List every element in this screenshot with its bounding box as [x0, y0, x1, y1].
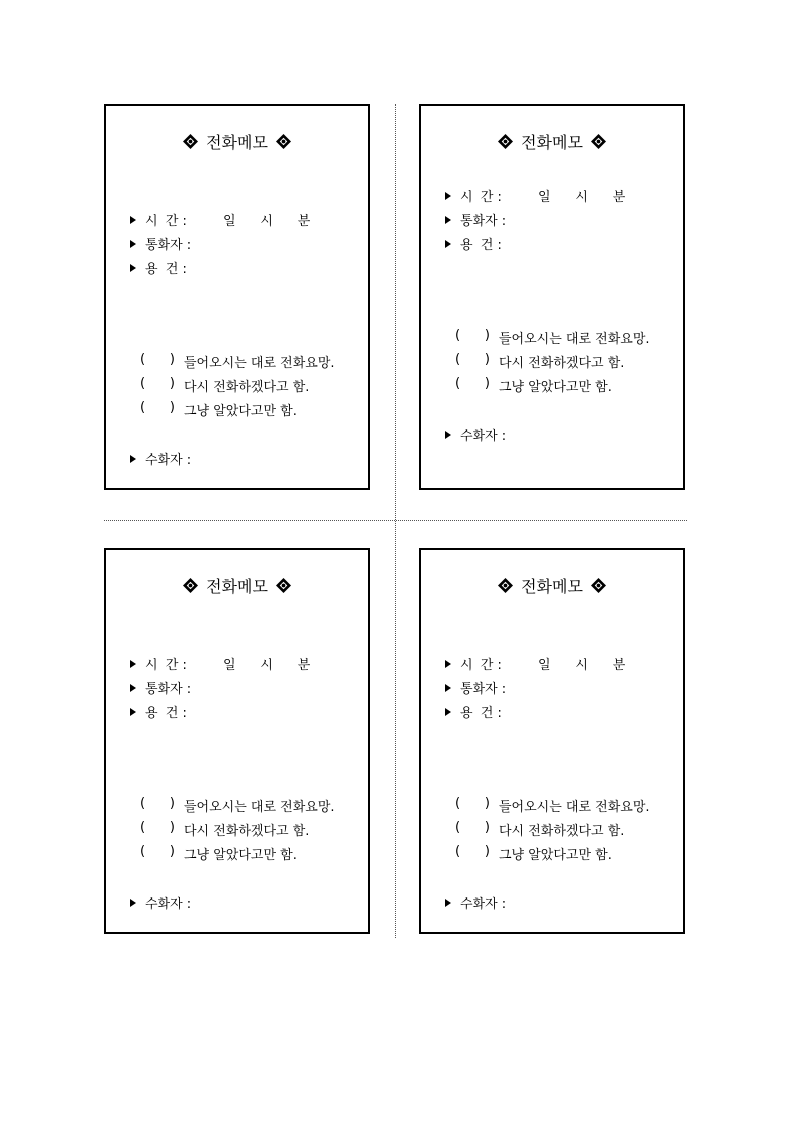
caller-label: 통화자 :	[460, 214, 507, 229]
time-row	[130, 654, 310, 673]
option-acknowledged	[140, 400, 297, 419]
checkbox-paren[interactable]: ( )	[455, 796, 490, 811]
memo-title-text: 전화메모	[206, 133, 268, 152]
option-will-call	[140, 376, 309, 395]
memo-title-text: 전화메모	[521, 577, 583, 596]
memo-title	[421, 574, 683, 597]
diamond-bullet-icon	[498, 578, 513, 593]
matter-label: 용 건 :	[145, 706, 187, 721]
diamond-bullet-icon	[591, 578, 606, 593]
receiver-row	[445, 425, 520, 444]
triangle-bullet-icon	[130, 899, 136, 907]
matter-row	[445, 234, 520, 253]
memo-card-2	[419, 104, 685, 490]
matter-row	[130, 702, 205, 721]
caller-label: 통화자 :	[460, 682, 507, 697]
memo-card-3	[104, 548, 370, 934]
triangle-bullet-icon	[130, 240, 136, 248]
option-will-call	[140, 820, 309, 839]
caller-row	[130, 678, 205, 697]
option-acknowledged	[455, 376, 612, 395]
triangle-bullet-icon	[445, 192, 451, 200]
time-row	[130, 210, 310, 229]
receiver-row	[130, 449, 205, 468]
checkbox-paren[interactable]: ( )	[455, 820, 490, 835]
matter-label: 용 건 :	[145, 262, 187, 277]
option-will-call	[455, 820, 624, 839]
option-will-call	[455, 352, 624, 371]
caller-row	[445, 678, 520, 697]
option-text: 그냥 알았다고만 함.	[184, 848, 297, 863]
diamond-bullet-icon	[276, 134, 291, 149]
option-text: 그냥 알았다고만 함.	[499, 848, 612, 863]
triangle-bullet-icon	[445, 240, 451, 248]
horizontal-cut-line	[104, 520, 687, 521]
checkbox-paren[interactable]: ( )	[140, 352, 175, 367]
triangle-bullet-icon	[445, 708, 451, 716]
diamond-bullet-icon	[276, 578, 291, 593]
checkbox-paren[interactable]: ( )	[140, 376, 175, 391]
matter-row	[445, 702, 520, 721]
option-text: 다시 전화하겠다고 함.	[499, 356, 625, 371]
option-text: 들어오시는 대로 전화요망.	[499, 800, 650, 815]
option-callback	[455, 328, 650, 347]
caller-label: 통화자 :	[145, 682, 192, 697]
memo-title-text: 전화메모	[206, 577, 268, 596]
option-acknowledged	[455, 844, 612, 863]
triangle-bullet-icon	[130, 264, 136, 272]
diamond-bullet-icon	[498, 134, 513, 149]
triangle-bullet-icon	[445, 660, 451, 668]
triangle-bullet-icon	[130, 455, 136, 463]
memo-card-4	[419, 548, 685, 934]
diamond-bullet-icon	[183, 134, 198, 149]
option-text: 그냥 알았다고만 함.	[184, 404, 297, 419]
option-callback	[140, 796, 335, 815]
diamond-bullet-icon	[183, 578, 198, 593]
option-callback	[140, 352, 335, 371]
option-text: 다시 전화하겠다고 함.	[184, 380, 310, 395]
checkbox-paren[interactable]: ( )	[455, 328, 490, 343]
time-label: 시 간 :	[145, 214, 187, 229]
option-text: 그냥 알았다고만 함.	[499, 380, 612, 395]
memo-title	[421, 130, 683, 153]
checkbox-paren[interactable]: ( )	[140, 820, 175, 835]
checkbox-paren[interactable]: ( )	[140, 400, 175, 415]
option-text: 들어오시는 대로 전화요망.	[184, 800, 335, 815]
memo-card-1	[104, 104, 370, 490]
matter-row	[130, 258, 205, 277]
receiver-label: 수화자 :	[145, 897, 192, 912]
time-label: 시 간 :	[460, 190, 502, 205]
memo-title	[106, 574, 368, 597]
checkbox-paren[interactable]: ( )	[455, 376, 490, 391]
time-units: 일 시 분	[538, 658, 626, 673]
triangle-bullet-icon	[130, 708, 136, 716]
memo-title	[106, 130, 368, 153]
triangle-bullet-icon	[445, 684, 451, 692]
option-text: 들어오시는 대로 전화요망.	[499, 332, 650, 347]
matter-label: 용 건 :	[460, 238, 502, 253]
triangle-bullet-icon	[130, 216, 136, 224]
checkbox-paren[interactable]: ( )	[140, 796, 175, 811]
option-callback	[455, 796, 650, 815]
triangle-bullet-icon	[445, 216, 451, 224]
caller-row	[130, 234, 205, 253]
caller-row	[445, 210, 520, 229]
receiver-label: 수화자 :	[145, 453, 192, 468]
time-units: 일 시 분	[538, 190, 626, 205]
triangle-bullet-icon	[445, 431, 451, 439]
memo-title-text: 전화메모	[521, 133, 583, 152]
checkbox-paren[interactable]: ( )	[140, 844, 175, 859]
option-text: 다시 전화하겠다고 함.	[499, 824, 625, 839]
time-label: 시 간 :	[460, 658, 502, 673]
checkbox-paren[interactable]: ( )	[455, 844, 490, 859]
receiver-label: 수화자 :	[460, 429, 507, 444]
option-acknowledged	[140, 844, 297, 863]
time-units: 일 시 분	[223, 214, 311, 229]
time-row	[445, 186, 625, 205]
caller-label: 통화자 :	[145, 238, 192, 253]
triangle-bullet-icon	[130, 660, 136, 668]
option-text: 다시 전화하겠다고 함.	[184, 824, 310, 839]
receiver-row	[130, 893, 205, 912]
option-text: 들어오시는 대로 전화요망.	[184, 356, 335, 371]
diamond-bullet-icon	[591, 134, 606, 149]
vertical-cut-line	[395, 104, 396, 938]
triangle-bullet-icon	[130, 684, 136, 692]
receiver-row	[445, 893, 520, 912]
receiver-label: 수화자 :	[460, 897, 507, 912]
time-units: 일 시 분	[223, 658, 311, 673]
triangle-bullet-icon	[445, 899, 451, 907]
time-row	[445, 654, 625, 673]
matter-label: 용 건 :	[460, 706, 502, 721]
time-label: 시 간 :	[145, 658, 187, 673]
checkbox-paren[interactable]: ( )	[455, 352, 490, 367]
